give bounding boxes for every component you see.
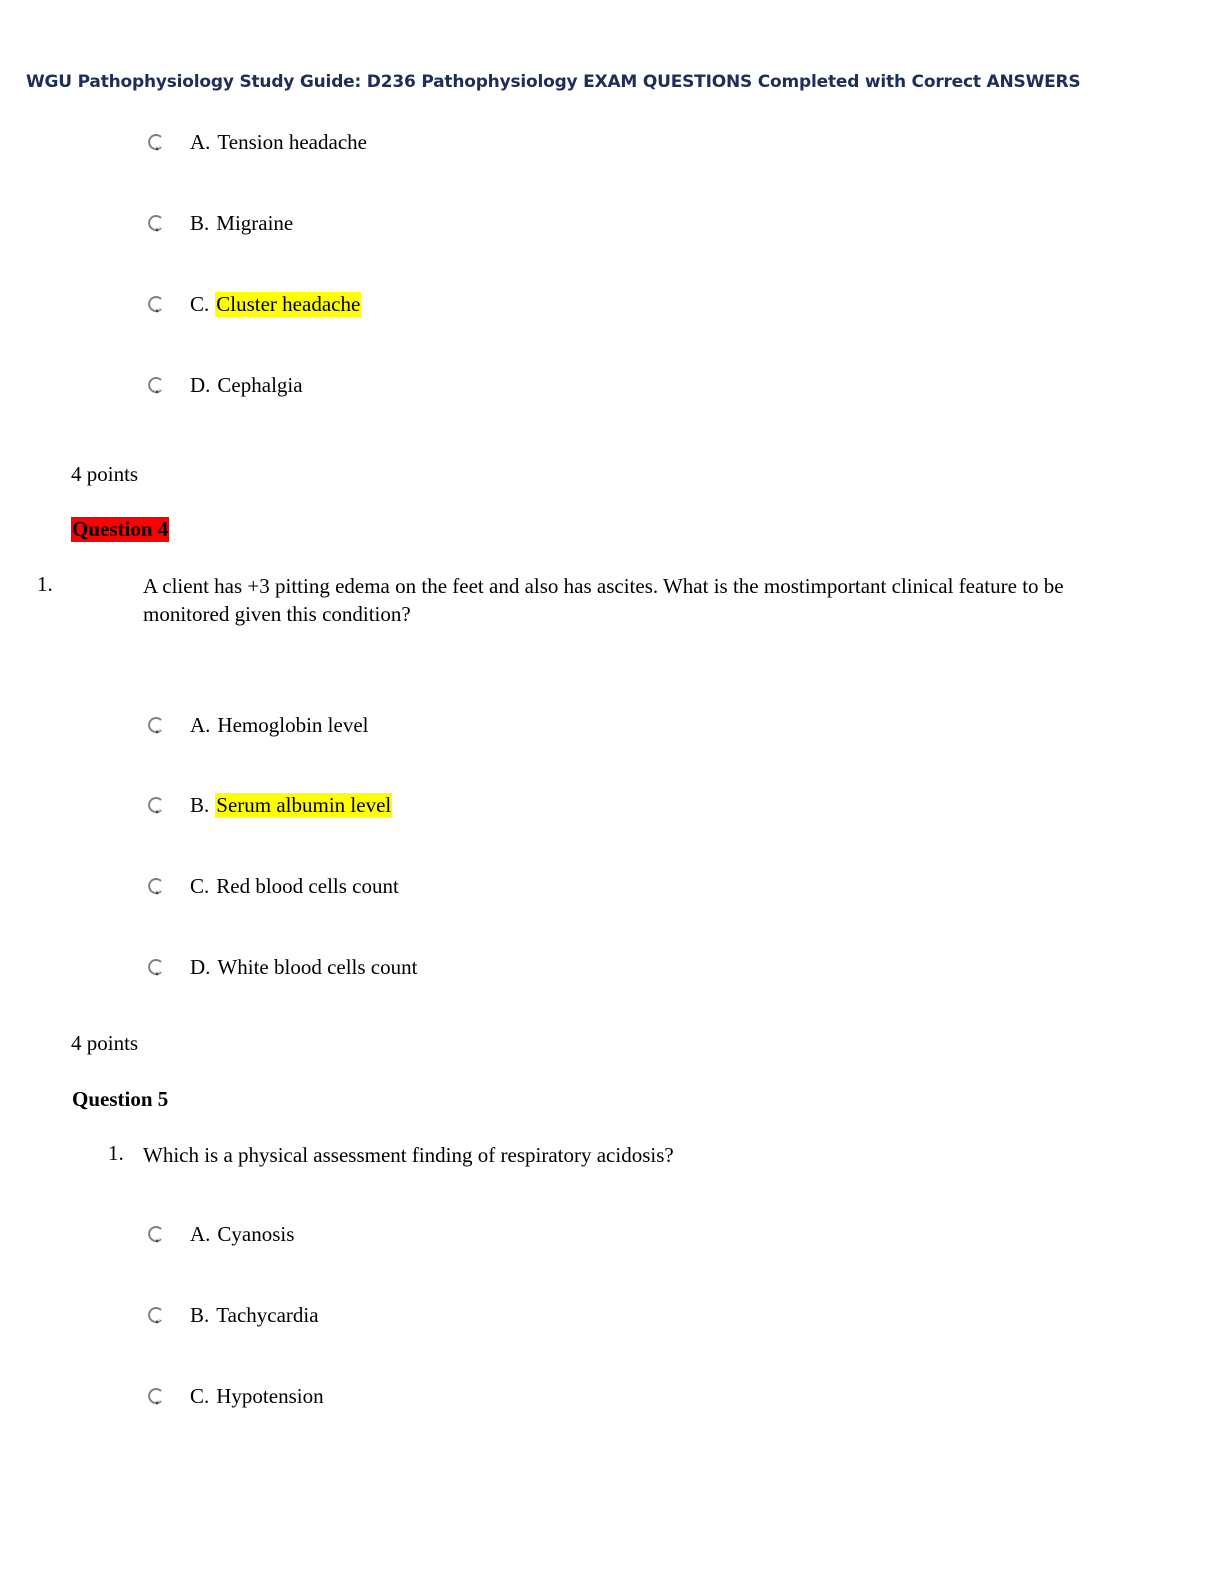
- option-letter: C.: [190, 1383, 210, 1408]
- option-letter: B.: [190, 1302, 210, 1327]
- option-text: Tachycardia: [216, 1302, 319, 1327]
- document-header: WGU Pathophysiology Study Guide: D236 Pathophysiology EXAM QUESTIONS Completed with Correct ANSWERS: [26, 72, 1081, 92]
- radio-button-icon[interactable]: [145, 876, 165, 896]
- option-text-correct-highlight: Serum albumin level: [216, 792, 392, 817]
- option-letter: A.: [190, 129, 211, 154]
- q3-option-b[interactable]: [145, 209, 294, 237]
- option-text: Cephalgia: [217, 372, 303, 397]
- q4-option-a[interactable]: [145, 711, 369, 739]
- option-letter: B.: [190, 210, 210, 235]
- option-text: Red blood cells count: [216, 873, 399, 898]
- q5-option-b[interactable]: [145, 1301, 320, 1329]
- radio-button-icon[interactable]: [145, 1386, 165, 1406]
- q4-question-text: A client has +3 pitting edema on the feet and also has ascites. What is the mostimportant clinical feature to be monitored given this condition?: [143, 574, 1064, 626]
- q4-points: 4 points: [71, 1031, 139, 1055]
- radio-button-icon[interactable]: [145, 132, 165, 152]
- radio-button-icon[interactable]: [145, 957, 165, 977]
- option-text: Hypotension: [216, 1383, 324, 1408]
- option-letter: A.: [190, 1221, 211, 1246]
- option-letter: C.: [190, 873, 210, 898]
- radio-button-icon[interactable]: [145, 715, 165, 735]
- q5-question-text: Which is a physical assessment finding of respiratory acidosis?: [143, 1143, 674, 1167]
- q4-title: Question 4: [72, 517, 169, 541]
- q5-option-c[interactable]: [145, 1382, 325, 1410]
- q3-option-c[interactable]: [145, 290, 361, 318]
- option-text: White blood cells count: [217, 954, 418, 979]
- radio-button-icon[interactable]: [145, 795, 165, 815]
- q4-option-d[interactable]: [145, 953, 418, 981]
- q3-points: 4 points: [71, 462, 139, 486]
- option-text: Cyanosis: [217, 1221, 295, 1246]
- q3-option-d[interactable]: [145, 371, 304, 399]
- option-letter: D.: [190, 372, 211, 397]
- radio-button-icon[interactable]: [145, 294, 165, 314]
- q5-option-a[interactable]: [145, 1220, 295, 1248]
- option-letter: C.: [190, 291, 210, 316]
- q5-number: 1.: [108, 1141, 124, 1165]
- option-text: Hemoglobin level: [217, 712, 369, 737]
- q4-number: 1.: [37, 572, 53, 596]
- option-letter: B.: [190, 792, 210, 817]
- q5-title: Question 5: [72, 1087, 169, 1111]
- option-letter: D.: [190, 954, 211, 979]
- q3-option-a[interactable]: [145, 128, 368, 156]
- radio-button-icon[interactable]: [145, 1305, 165, 1325]
- q4-option-b[interactable]: [145, 791, 392, 819]
- q4-option-c[interactable]: [145, 872, 400, 900]
- option-text: Tension headache: [217, 129, 367, 154]
- radio-button-icon[interactable]: [145, 375, 165, 395]
- option-letter: A.: [190, 712, 211, 737]
- radio-button-icon[interactable]: [145, 1224, 165, 1244]
- option-text: Migraine: [216, 210, 294, 235]
- option-text-correct-highlight: Cluster headache: [216, 291, 361, 316]
- radio-button-icon[interactable]: [145, 213, 165, 233]
